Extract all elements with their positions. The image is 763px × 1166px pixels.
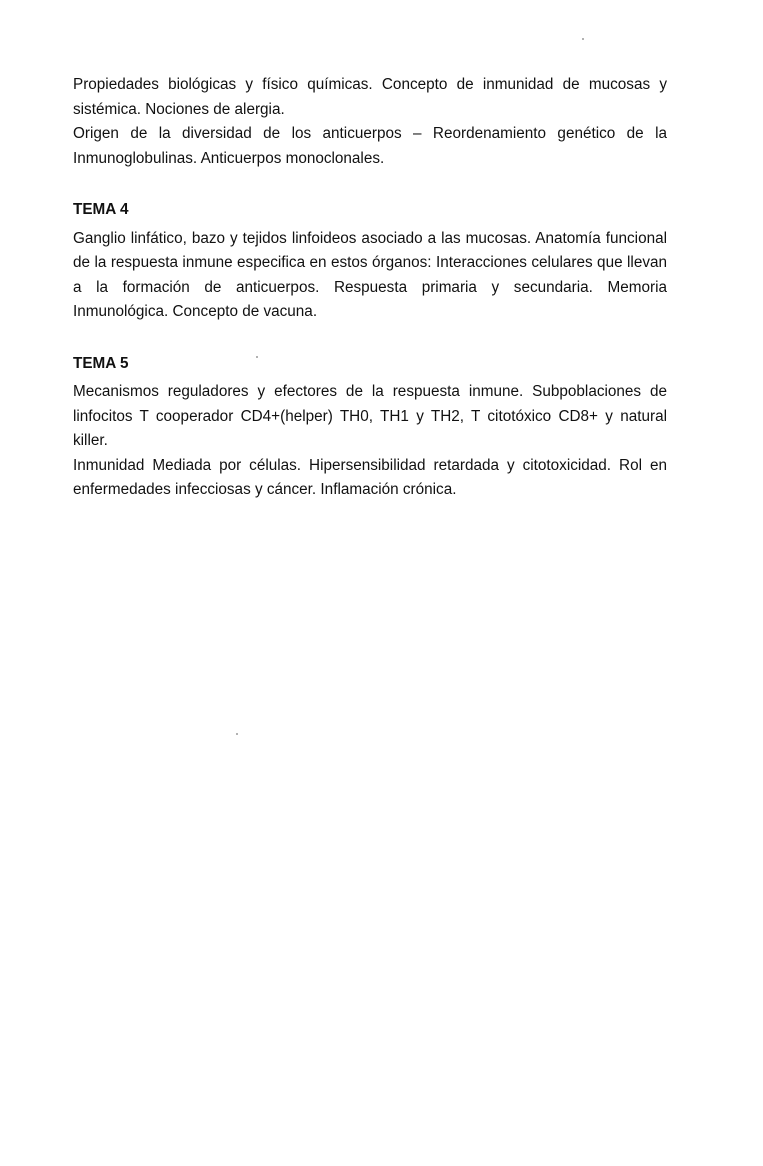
document-body <box>73 73 667 503</box>
scan-speck <box>582 38 584 40</box>
section-tema-5 <box>73 352 667 503</box>
section-paragraph: Mecanismos reguladores y efectores de la respuesta inmune. Subpoblaciones de linfocitos T cooperador CD4+(helper) TH0, TH1 y TH2, T citotóxico CD8+ y natural killer. <box>73 383 667 449</box>
intro-paragraph-2: Origen de la diversidad de los anticuerpos – Reordenamiento genético de la Inmunoglobulinas. Anticuerpos monoclonales. <box>73 125 667 167</box>
intro-paragraph-1: Propiedades biológicas y físico químicas. Concepto de inmunidad de mucosas y sistémica. Nociones de alergia. <box>73 76 667 118</box>
scan-speck <box>236 733 238 735</box>
section-paragraph: Ganglio linfático, bazo y tejidos linfoideos asociado a las mucosas. Anatomía funcional de la respuesta inmune especifica en estos órganos: Interacciones celulares que llevan a la formación de anticuerpos. Respuesta primaria y secundaria. Memoria Inmunológica. Concepto de vacuna. <box>73 229 667 320</box>
section-tema-4 <box>73 198 667 325</box>
section-paragraph: Inmunidad Mediada por células. Hipersensibilidad retardada y citotoxicidad. Rol en enfermedades infecciosas y cáncer. Inflamación crónica. <box>73 456 667 498</box>
section-heading: TEMA 4 <box>73 201 129 218</box>
scan-speck <box>256 356 258 358</box>
section-heading: TEMA 5 <box>73 354 129 372</box>
